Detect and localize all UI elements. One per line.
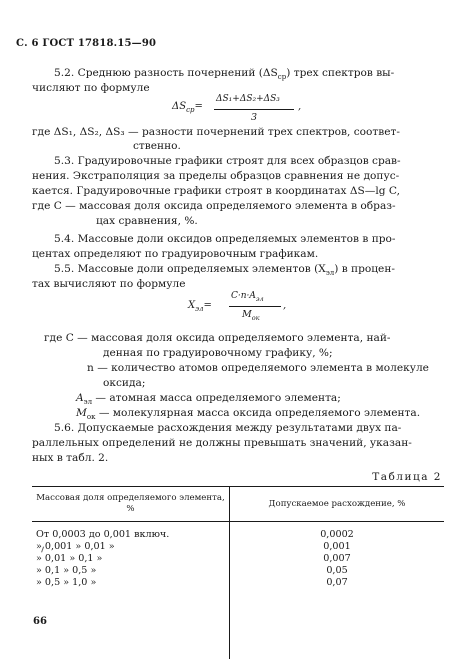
table-cell-range: » 0,5 » 1,0 » bbox=[32, 577, 230, 659]
section-5-2-line-1: 5.2. Среднюю разность почернений $(\Delta S_{ср})$ трех спектров вы- bbox=[54, 67, 395, 82]
table-row bbox=[32, 553, 444, 565]
where-1-line-1: где ΔS₁, ΔS₂, ΔS₃ — разности почернений трех спектров, соответ- bbox=[32, 126, 400, 138]
table-2 bbox=[32, 486, 444, 659]
formula-1-lhs: $\Delta S_{ср}=$ bbox=[172, 101, 203, 114]
section-5-2-line-2: числяют по формуле bbox=[32, 82, 150, 94]
table-header-tolerance: Допускаемое расхождение, % bbox=[230, 487, 445, 522]
table-cell-value: 0,007 bbox=[323, 553, 351, 564]
where-2-n-line-1: n — количество атомов определяемого элемента в молекуле bbox=[87, 362, 429, 374]
table-cell-range: » 0,01 » 0,1 » bbox=[32, 553, 230, 565]
table-cell-range: » 0,001 » 0,01 » bbox=[32, 541, 230, 553]
table-row bbox=[32, 577, 444, 659]
table-row bbox=[32, 565, 444, 577]
where-2-c-line-1: где C — массовая доля оксида определяемого элемента, най- bbox=[44, 332, 391, 344]
table-header-row bbox=[32, 487, 444, 522]
section-5-4-line-2: центах определяют по градуировочным графикам. bbox=[32, 248, 319, 260]
where-2-n-line-2: оксида; bbox=[103, 377, 146, 389]
where-2-c-line-2: денная по градуировочному графику, %; bbox=[103, 347, 333, 359]
formula-2-lhs: $X_{эл}=$ bbox=[188, 300, 212, 313]
section-5-5-line-2: тах вычисляют по формуле bbox=[32, 278, 186, 290]
table-cell-range: От 0,0003 до 0,001 включ. bbox=[32, 522, 230, 542]
table-cell-value: 0,0002 bbox=[320, 529, 354, 540]
formula-2-denominator: $M_{ок}$ bbox=[242, 309, 260, 322]
formula-2-tail: , bbox=[283, 300, 287, 311]
section-5-6-line-2: раллельных определений не должны превышать значений, указан- bbox=[32, 437, 412, 449]
formula-1-fraction-line bbox=[214, 109, 294, 110]
section-5-3-line-5: цах сравнения, %. bbox=[96, 215, 198, 227]
formula-1-denominator: 3 bbox=[251, 112, 258, 123]
formula-1-tail: , bbox=[298, 101, 302, 112]
page-number: 66 bbox=[33, 616, 47, 627]
table-row bbox=[32, 522, 444, 542]
section-5-5-line-1: 5.5. Массовые доли определяемых элементов $(X_{эл})$ в процен- bbox=[54, 263, 395, 278]
table-cell-range: » 0,1 » 0,5 » bbox=[32, 565, 230, 577]
table-cell-value: 0,07 bbox=[326, 577, 348, 588]
formula-2-numerator: $C\cdot n\cdot A_{эл}$ bbox=[231, 291, 264, 303]
where-2-m-line: $M_{ок}$ — молекулярная масса оксида определяемого элемента. bbox=[76, 407, 421, 422]
formula-2-fraction-line bbox=[229, 306, 281, 307]
formula-1-numerator: ΔS₁+ΔS₂+ΔS₃ bbox=[216, 94, 280, 104]
where-2-a-line: $A_{эл}$ — атомная масса определяемого элемента; bbox=[76, 392, 341, 407]
section-5-3-line-1: 5.3. Градуировочные графики строят для всех образцов срав- bbox=[54, 155, 401, 167]
section-5-4-line-1: 5.4. Массовые доли оксидов определяемых элементов в про- bbox=[54, 233, 396, 245]
section-5-3-line-3: кается. Градуировочные графики строят в координатах ΔS—lg C, bbox=[32, 185, 400, 197]
table-row bbox=[32, 541, 444, 553]
table-cell-value: 0,05 bbox=[326, 565, 348, 576]
page-header: С. 6 ГОСТ 17818.15—90 bbox=[16, 38, 157, 49]
table-header-mass-fraction: Массовая доля определяемого элемента, % bbox=[32, 487, 230, 522]
where-1-line-2: ственно. bbox=[133, 140, 181, 152]
section-5-3-line-2: нения. Экстраполяция за пределы образцов сравнения не допус- bbox=[32, 170, 400, 182]
section-5-3-line-4: где C — массовая доля оксида определяемого элемента в образ- bbox=[32, 200, 396, 212]
section-5-6-line-1: 5.6. Допускаемые расхождения между результатами двух па- bbox=[54, 422, 402, 434]
section-5-6-line-3: ных в табл. 2. bbox=[32, 452, 109, 464]
table-cell-value: 0,001 bbox=[323, 541, 351, 552]
table-caption: Таблица 2 bbox=[372, 471, 442, 483]
